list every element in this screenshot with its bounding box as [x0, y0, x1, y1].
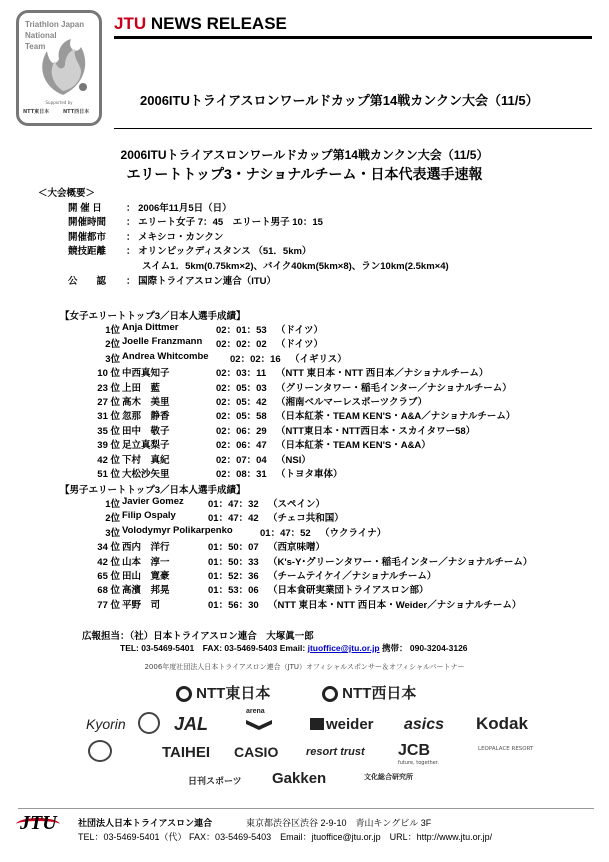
- result-time: 02：02：02: [216, 339, 267, 351]
- result-rank: 51 位: [97, 469, 120, 480]
- sponsor-arena: arena: [246, 708, 265, 715]
- overview-label: 開 催 日: [68, 203, 102, 214]
- result-name: 大松沙矢里: [122, 469, 170, 480]
- logo-ntt-west: NTT西日本: [63, 109, 90, 115]
- sponsor-taihei: TAIHEI: [162, 744, 211, 761]
- result-time: 01：52：36: [208, 571, 259, 582]
- result-note: （NSI）: [276, 454, 311, 466]
- result-note: （日本紅茶・TEAM KEN'S・A&A／ナショナルチーム）: [276, 411, 516, 423]
- overview-value: ： オリンピックディスタンス （51．5km）: [126, 246, 312, 257]
- ntt-east-icon: [176, 686, 192, 702]
- result-time: 01：53：06: [208, 585, 259, 597]
- result-rank: 1位: [105, 325, 120, 336]
- result-name: 田中 敬子: [122, 425, 170, 437]
- overview-label: 開催時間: [68, 217, 107, 228]
- logo-title: Triathlon Japan National Team: [25, 20, 85, 51]
- result-rank: 65 位: [97, 571, 120, 582]
- result-note: （日本紅茶・TEAM KEN'S・A&A）: [276, 440, 431, 452]
- result-name: Joelle Franzmann: [122, 336, 203, 348]
- result-time: 01：50：33: [208, 556, 259, 568]
- result-rank: 31 位: [97, 411, 120, 423]
- result-name: 足立真梨子: [122, 440, 170, 452]
- result-time: 02：08：31: [216, 469, 267, 480]
- footer-address: 東京都渋谷区渋谷 2-9-10 青山キングビル 3F: [246, 818, 432, 828]
- contact-details: [120, 642, 468, 654]
- sponsor-ntt-west: NTT西日本: [322, 682, 416, 703]
- result-note: （ウクライナ）: [320, 527, 387, 539]
- result-name: 中西真知子: [122, 368, 170, 380]
- footer-rule: [18, 808, 594, 809]
- sponsor-bunka: 文化総合研究所: [364, 774, 413, 781]
- result-name: 高濱 邦晃: [122, 585, 170, 597]
- overview-value: ： メキシコ・カンクン: [126, 232, 224, 243]
- result-note: （スペイン）: [268, 499, 326, 510]
- sponsor-kodak: Kodak: [476, 714, 528, 733]
- banner-jtu: JTU: [114, 14, 147, 33]
- result-time: 01：56：30: [208, 599, 259, 611]
- result-rank: 35 位: [97, 425, 120, 437]
- result-note: （K's-Y･グリーンタワー・稲毛インター／ナショナルチーム）: [268, 556, 533, 568]
- result-time: 02：02：16: [230, 353, 281, 365]
- result-note: （チェコ共和国）: [268, 513, 344, 525]
- result-note: （NTT東日本・NTT西日本・スカイタワー58）: [276, 425, 476, 437]
- result-rank: 23 位: [97, 382, 120, 394]
- header-rule: [114, 128, 592, 129]
- sponsor-ntt-east: NTT東日本: [176, 682, 270, 703]
- ntt-west-icon: [322, 686, 338, 702]
- result-name: 西内 洋行: [122, 542, 170, 554]
- result-time: 02：05：58: [216, 411, 267, 423]
- overview-value: ： エリート女子 7：45 エリート男子 10：15: [126, 217, 323, 228]
- result-note: （ドイツ）: [276, 339, 324, 351]
- result-note: （トヨタ車体）: [276, 469, 343, 480]
- result-rank: 3位: [105, 353, 120, 365]
- overview-label: 競技距離: [68, 246, 107, 257]
- overview-label: 公 認: [68, 276, 107, 287]
- overview-value: ： 2006年11月5日（日）: [126, 203, 232, 214]
- sponsor-resorttrust: resort trust: [306, 746, 365, 758]
- result-rank: 2位: [105, 513, 120, 525]
- result-time: 01：47：42: [208, 513, 259, 525]
- doc-subtitle: エリートトップ3・ナショナルチーム・日本代表選手速報: [126, 166, 483, 182]
- result-time: 01：47：52: [260, 527, 311, 539]
- result-rank: 3位: [105, 527, 120, 539]
- women-heading: 【女子エリートトップ3／日本人選手成績】: [60, 311, 246, 322]
- banner-rule: [114, 36, 592, 39]
- result-name: 山本 淳一: [122, 556, 170, 568]
- sponsors-caption: 2006年度社団法人日本トライアスロン連合（JTU）オフィシャルスポンサー＆オフィシャルパートナー: [144, 663, 465, 671]
- sponsor-kyorin: Kyorin: [86, 716, 126, 732]
- result-note: （湘南ベルマーレスポーツクラブ）: [276, 397, 428, 408]
- result-name: 下村 真紀: [122, 454, 170, 466]
- result-time: 02：05：03: [216, 382, 267, 394]
- result-name: 平野 司: [122, 599, 161, 611]
- weider-icon: [310, 718, 324, 730]
- result-note: （NTT 東日本・NTT 西日本／ナショナルチーム）: [276, 368, 489, 380]
- contact-tel-fax: TEL: 03-5469-5401 FAX: 03-5469-5403 Email:: [120, 643, 306, 653]
- contact-email-link[interactable]: jtuoffice@jtu.or.jp: [307, 643, 380, 653]
- result-rank: 1位: [105, 499, 120, 510]
- overview-label: 開催都市: [68, 232, 107, 243]
- sponsor-nikkan-sports: 日刊スポーツ: [188, 776, 242, 786]
- result-time: 01：50：07: [208, 542, 259, 554]
- result-name: 上田 藍: [122, 382, 161, 394]
- flame-icon: [33, 37, 95, 99]
- result-note: （NTT 東日本・NTT 西日本・Weider／ナショナルチーム）: [268, 599, 522, 611]
- result-time: 02：06：47: [216, 440, 267, 452]
- sponsor-gakken: Gakken: [272, 770, 327, 787]
- result-name: Volodymyr Polikarpenko: [122, 524, 233, 536]
- result-rank: 27 位: [97, 397, 120, 408]
- footer-contact: TEL：03-5469-5401（代） FAX：03-5469-5403 Email：jtuoffice@jtu.or.jp URL：http://www.jtu.or.jp/: [78, 832, 493, 842]
- result-note: （西京味噌）: [268, 542, 326, 554]
- result-rank: 2位: [105, 339, 120, 351]
- result-name: 田山 寛豪: [122, 571, 170, 582]
- overview-value: スイム1．5km(0.75km×2)、バイク40km(5km×8)、ラン10km(2.5km×4): [142, 261, 449, 272]
- result-name: 高木 美里: [122, 397, 170, 408]
- result-rank: 10 位: [97, 368, 120, 380]
- sponsor-leopalace: LEOPALACE RESORT: [478, 746, 534, 752]
- arena-icon: [244, 716, 274, 734]
- result-time: 02：07：04: [216, 454, 267, 466]
- result-rank: 42 位: [97, 454, 120, 466]
- result-rank: 42 位: [97, 556, 120, 568]
- logo-ntt-east: NTT東日本: [23, 109, 50, 115]
- overview-value: ： 国際トライアスロン連合（ITU）: [126, 276, 276, 287]
- contact-person: 広報担当：（社）日本トライアスロン連合 大塚眞一郎: [82, 631, 314, 642]
- banner-rest: NEWS RELEASE: [150, 14, 287, 33]
- result-rank: 34 位: [97, 542, 120, 554]
- result-name: Andrea Whitcombe: [122, 350, 209, 362]
- result-note: （イギリス）: [290, 353, 347, 365]
- banner-title: [114, 14, 287, 34]
- men-heading: 【男子エリートトップ3／日本人選手成績】: [60, 485, 246, 496]
- sponsor-weider: weider: [310, 716, 374, 733]
- result-time: 01：47：32: [208, 499, 259, 510]
- sponsor-jal: JAL: [174, 714, 209, 734]
- result-name: Filip Ospaly: [122, 510, 176, 522]
- result-note: （日本食研実業団トライアスロン部）: [268, 585, 429, 597]
- result-note: （グリーンタワー・稲毛インター／ナショナルチーム）: [276, 382, 512, 394]
- contact-mobile: 携帯： 090-3204-3126: [382, 643, 468, 653]
- result-time: 02：03：11: [216, 368, 267, 380]
- result-time: 02：01：53: [216, 325, 267, 336]
- result-rank: 39 位: [97, 440, 120, 452]
- footer-org: 社団法人日本トライアスロン連合: [78, 818, 213, 828]
- aiu-icon: [88, 740, 112, 762]
- overview-heading: ＜大会概要＞: [38, 188, 96, 199]
- footer-jtu-logo: JTU: [20, 812, 57, 834]
- result-time: 02：05：42: [216, 397, 267, 408]
- result-name: Anja Dittmer: [122, 322, 179, 333]
- result-name: Javier Gomez: [122, 496, 184, 507]
- result-rank: 77 位: [97, 599, 120, 611]
- team-logo: [16, 10, 102, 126]
- supported-by-label: Supported by: [45, 100, 73, 105]
- doc-title: 2006ITUトライアスロンワールドカップ第14戦カンクン大会（11/5）: [120, 148, 489, 162]
- jcb-tagline: future, together.: [398, 760, 439, 766]
- header-title: 2006ITUトライアスロンワールドカップ第14戦カンクン大会（11/5）: [140, 93, 539, 108]
- sponsor-jcb: JCB: [398, 742, 431, 759]
- sponsor-casio: CASIO: [234, 744, 279, 760]
- result-note: （ドイツ）: [276, 325, 324, 336]
- result-rank: 68 位: [97, 585, 120, 597]
- result-note: （チームテイケイ／ナショナルチーム）: [268, 571, 437, 582]
- result-time: 02：06：29: [216, 425, 267, 437]
- sponsor-asics: asics: [404, 716, 445, 733]
- kyorin-icon: [138, 712, 160, 734]
- result-name: 忽那 静香: [122, 411, 170, 423]
